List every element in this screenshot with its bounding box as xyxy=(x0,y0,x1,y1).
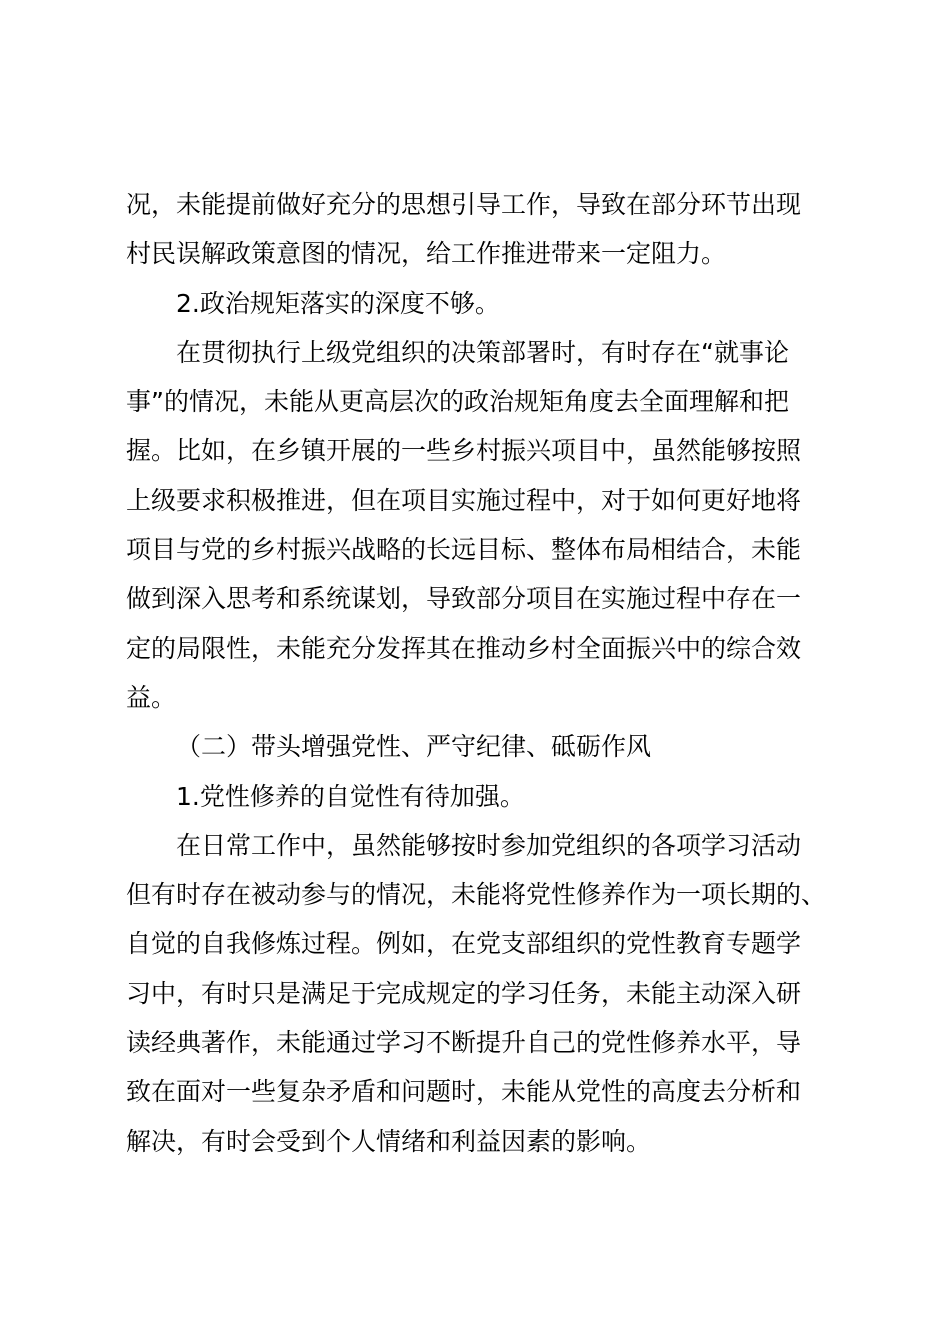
paragraph-line: 解决，有时会受到个人情绪和利益因素的影响。 xyxy=(126,1126,652,1156)
paragraph-line: 上级要求积极推进，但在项目实施过程中，对于如何更好地将 xyxy=(126,485,802,515)
document-body xyxy=(126,180,838,1166)
paragraph-line: 村民误解政策意图的情况，给工作推进带来一定阻力。 xyxy=(126,239,727,269)
paragraph-line: 况，未能提前做好充分的思想引导工作，导致在部分环节出现 xyxy=(126,190,802,219)
paragraph-line: 自觉的自我修炼过程。例如，在党支部组织的党性教育专题学 xyxy=(126,929,802,959)
paragraph-line: 益。 xyxy=(126,682,177,712)
section-heading: （二）带头增强党性、严守纪律、砥砺作风 xyxy=(176,732,652,762)
paragraph-line: 习中，有时只是满足于完成规定的学习任务，未能主动深入研 xyxy=(126,978,802,1008)
paragraph-line: 但有时存在被动参与的情况，未能将党性修养作为一项长期的、 xyxy=(126,880,827,910)
paragraph-line: 在贯彻执行上级党组织的决策部署时，有时存在“就事论 xyxy=(176,337,789,367)
paragraph-line: 读经典著作，未能通过学习不断提升自己的党性修养水平，导 xyxy=(126,1028,802,1058)
paragraph-line: 在日常工作中，虽然能够按时参加党组织的各项学习活动 xyxy=(176,830,802,860)
paragraph-line: 事”的情况，未能从更高层次的政治规矩角度去全面理解和把 xyxy=(126,387,789,417)
paragraph-line: 项目与党的乡村振兴战略的长远目标、整体布局相结合，未能 xyxy=(126,535,802,565)
paragraph-line: 定的局限性，未能充分发挥其在推动乡村全面振兴中的综合效 xyxy=(126,633,802,663)
paragraph-line: 握。比如，在乡镇开展的一些乡村振兴项目中，虽然能够按照 xyxy=(126,436,802,466)
paragraph-line: 致在面对一些复杂矛盾和问题时，未能从党性的高度去分析和 xyxy=(126,1077,802,1107)
paragraph-line: 做到深入思考和系统谋划，导致部分项目在实施过程中存在一 xyxy=(126,584,802,614)
section-subheading: 1.党性修养的自觉性有待加强。 xyxy=(176,781,525,811)
section-subheading: 2.政治规矩落实的深度不够。 xyxy=(176,288,500,318)
